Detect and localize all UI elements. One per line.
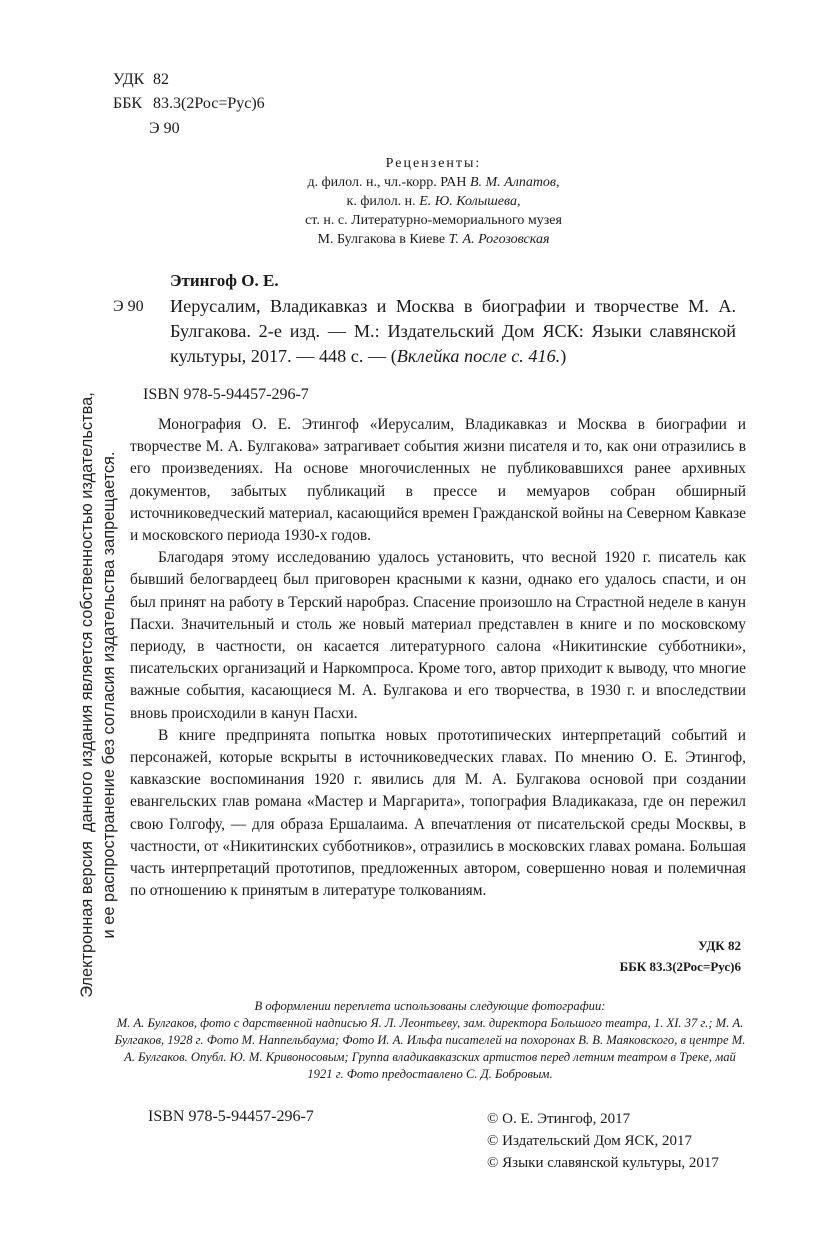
reviewer-name: В. М. Алпатов <box>469 175 557 190</box>
copyright-line: © О. Е. Этингоф, 2017 <box>487 1111 631 1127</box>
copyrights <box>487 1108 719 1174</box>
copyright-line: © Языки славянской культуры, 2017 <box>487 1155 719 1171</box>
author-sign-top: Э 90 <box>149 120 180 137</box>
bottom-classification <box>620 935 741 977</box>
reviewer-line: ст. н. с. Литературно-мемориального музея <box>305 213 562 228</box>
photo-credits-text: М. А. Булгаков, фото с дарственной надписью Я. Л. Леонтьеву, зам. директора Большого театра, 1. XI. 37 г.; М. А. Булгаков, 1928 г. Фото М. Наппельбаума; Фото И. А. Ильфа писателей на похоронах В. В. Маяковского, в центре М. А. Булгаков. Опубл. Ю. М. Кривоносовым; Группа владикавказских артистов перед летним театром в Треке, май 1921 г. Фото предоставлено С. Д. Бобровым. <box>114 1016 746 1081</box>
reviewer-line: д. филол. н., чл.-корр. РАН В. М. Алпатов, <box>307 175 560 190</box>
bbk-label: ББК <box>113 95 143 112</box>
bbk-line <box>113 94 265 114</box>
udk-bottom: УДК 82 <box>698 938 741 953</box>
photo-credits-heading: В оформлении переплета использованы следующие фотографии: <box>254 999 606 1013</box>
reviewer-line: к. филол. н. Е. Ю. Колышева, <box>346 194 521 209</box>
isbn: ISBN 978-5-94457-296-7 <box>143 386 309 403</box>
side-notice-line: Электронная версия данного издания является собственностью издательства, <box>78 392 96 998</box>
reviewers-block <box>0 154 827 249</box>
abstract-paragraph: Монография О. Е. Этингоф «Иерусалим, Владикавказ и Москва в биографии и творчестве М. А. Булгакова» затрагивает события жизни писателя и то, как они отразились в его произведениях. На основе многочисленных не публиковавшихся ранее архивных документов, забытых публикаций в прессе и мемуаров собран обширный источниковедческий материал, касающийся времен Гражданской войны на Северном Кавказе и московского периода 1930-х годов. <box>130 416 746 545</box>
side-notice <box>76 392 120 998</box>
udk-label: УДК <box>113 71 145 88</box>
abstract <box>130 414 746 902</box>
bbk-value: 83.3(2Рос=Рус)6 <box>153 95 265 112</box>
reviewers-title: Рецензенты: <box>385 156 482 171</box>
udk-line <box>113 70 169 90</box>
photo-credits <box>110 998 750 1083</box>
reviewer-name: Т. А. Рогозовская <box>448 232 550 247</box>
bibliographic-description: Иерусалим, Владикавказ и Москва в биографии и творчестве М. А. Булгакова. 2-е изд. — М.: Издательский Дом ЯСК: Языки славянской культуры, 2017. — 448 с. — (Вклейка после с. 416.) <box>170 296 736 366</box>
abstract-paragraph: Благодаря этому исследованию удалось установить, что весной 1920 г. писатель как бывший белогвардеец был приговорен красными к казни, однако его удалось спасти, и он был принят на работу в Терский наробраз. Спасение произошло на Страстной неделе в канун Пасхи. Значительный и столь же новый материал представлен в книге и по московскому периоду, в частности, он касается литературного салона «Никитинские субботники», писательских организаций и Наркомпроса. Кроме того, автор приходит к выводу, что многие важные события, касающиеся М. А. Булгакова и его творчества, в 1930 г. и впоследствии вновь происходили в канун Пасхи. <box>130 549 746 722</box>
insert-note: Вклейка после с. 416. <box>396 346 561 366</box>
reviewer-name: Е. Ю. Колышева <box>419 194 517 209</box>
isbn-bottom: ISBN 978-5-94457-296-7 <box>148 1108 314 1125</box>
reviewer-line: М. Булгакова в Киеве Т. А. Рогозовская <box>317 232 550 247</box>
side-notice-line: и ее распространение без согласия издательства запрещается. <box>100 451 118 939</box>
author-sign: Э 90 <box>113 298 144 315</box>
bbk-bottom: ББК 83.3(2Рос=Рус)6 <box>619 959 741 974</box>
copyright-line: © Издательский Дом ЯСК, 2017 <box>487 1133 693 1149</box>
udk-value: 82 <box>153 71 169 88</box>
book-author: Этингоф О. Е. <box>170 271 279 290</box>
abstract-paragraph: В книге предпринята попытка новых прототипических интерпретаций событий и персонажей, которые вскрыты в источниковедческих главах. По мнению О. Е. Этингоф, кавказские воспоминания 1920 г. явились для М. А. Булгакова основой при создании евангельских глав романа «Мастер и Маргарита», топография Владикаказа, где он пережил свою Голгофу, — для образа Ершалаима. А впечатления от писательской среды Москвы, в частности, от «Никитинских субботников», отразились в московских главах романа. Большая часть интерпретаций прототипов, предложенных автором, совершенно новая и полемичная по отношению к принятым в литературе толкованиям. <box>130 726 746 900</box>
